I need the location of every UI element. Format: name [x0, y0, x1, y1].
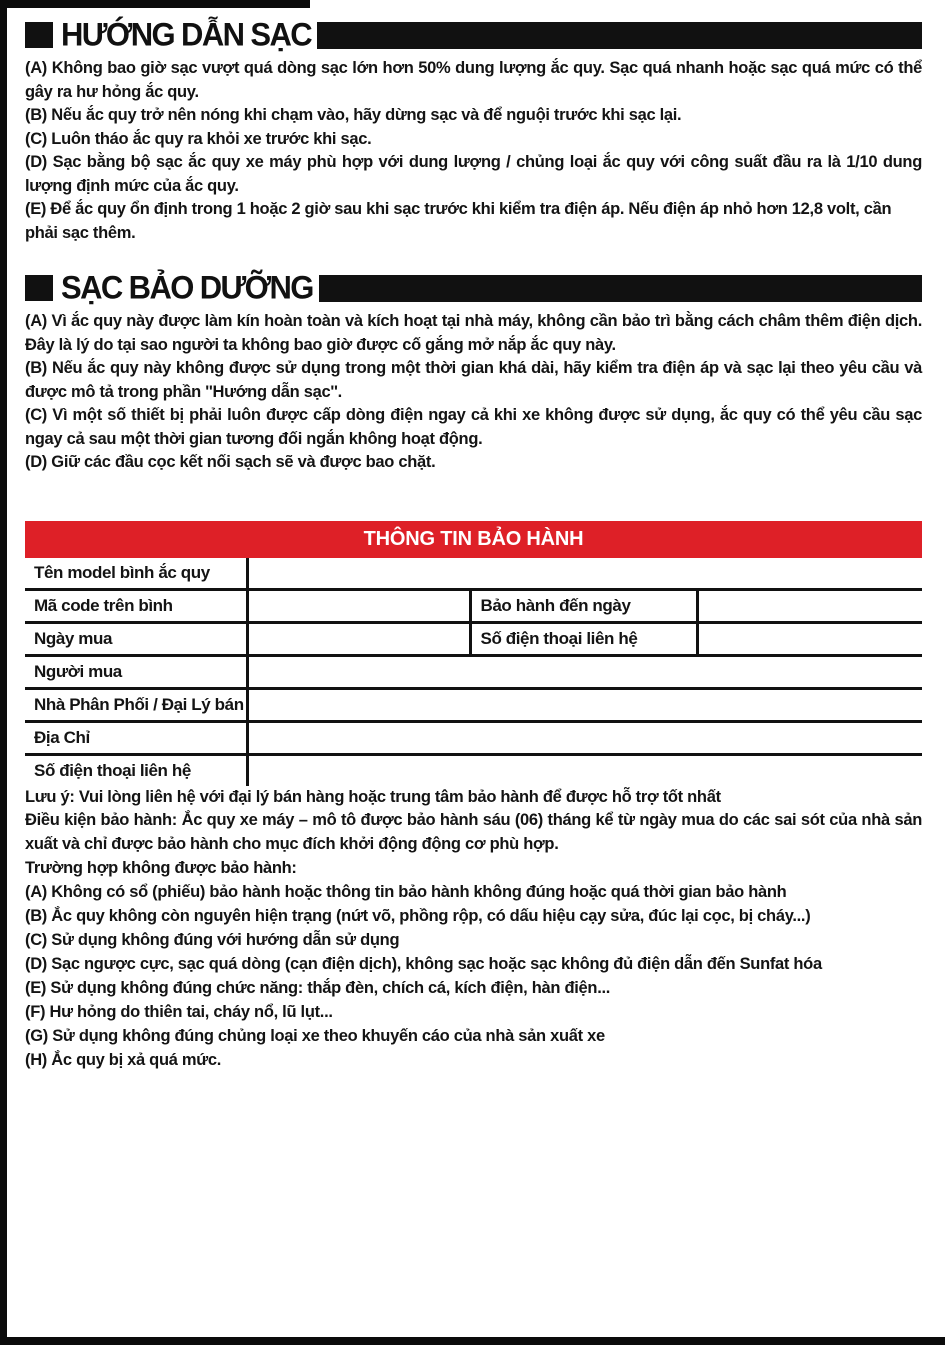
row-label: Người mua: [25, 655, 247, 688]
warranty-table-header-row: [25, 521, 922, 558]
table-row-address: [25, 721, 922, 754]
maintenance-item-c: (C) Vì một số thiết bị phải luôn được cấp dòng điện ngay cả khi xe không được sử dụng, ắc quy có thể yêu cầu sạc ngay cả sau một thời gian tương đối ngắn không hoạt động.: [25, 406, 922, 448]
buyer-value-cell: [247, 655, 922, 688]
charging-item-a: (A) Không bao giờ sạc vượt quá dòng sạc lớn hơn 50% dung lượng ắc quy. Sạc quá nhanh hoặc sạc quá mức có thể gây ra hư hỏng ắc quy.: [25, 59, 922, 101]
exclusion-item-h: (H) Ắc quy bị xả quá mức.: [25, 1051, 222, 1069]
row-label: Bảo hành đến ngày: [470, 589, 697, 622]
address-value-cell: [247, 721, 922, 754]
row-label: Nhà Phân Phối / Đại Lý bán: [25, 688, 247, 721]
support-note: Lưu ý: Vui lòng liên hệ với đại lý bán hàng hoặc trung tâm bảo hành để được hỗ trợ tốt nhất: [25, 787, 721, 806]
phone-value-cell: [247, 754, 922, 786]
maintenance-item-a: (A) Vì ắc quy này được làm kín hoàn toàn và kích hoạt tại nhà máy, không cần bảo trì bằng cách châm thêm điện dịch. Đây là lý do tại sao người ta không bao giờ được cố gắng mở nắp ắc quy này.: [25, 312, 922, 354]
row-label: Mã code trên bình: [25, 589, 247, 622]
model-value-cell: [247, 558, 922, 590]
contact-phone-value-cell: [697, 622, 922, 655]
exclusion-item-f: (F) Hư hỏng do thiên tai, cháy nổ, lũ lụt...: [25, 1003, 333, 1021]
maintenance-item-b: (B) Nếu ắc quy này không được sử dụng trong một thời gian khá dài, hãy kiểm tra điện áp và sạc lại theo yêu cầu và được mô tả trong phần ''Hướng dẫn sạc''.: [25, 359, 922, 401]
row-label: Tên model bình ắc quy: [25, 558, 247, 590]
charging-item-b: (B) Nếu ắc quy trở nên nóng khi chạm vào, hãy dừng sạc và để nguội trước khi sạc lại.: [25, 106, 682, 124]
section-header-charging: [25, 16, 922, 53]
exclusion-item-d: (D) Sạc ngược cực, sạc quá dòng (cạn điện dịch), không sạc hoặc sạc không đủ điện dẫn đến Sunfat hóa: [25, 955, 822, 973]
row-label: Số điện thoại liên hệ: [470, 622, 697, 655]
table-row-buyer: [25, 655, 922, 688]
maintenance-item-d: (D) Giữ các đầu cọc kết nối sạch sẽ và được bao chặt.: [25, 453, 436, 471]
code-value-cell: [247, 589, 470, 622]
table-row-phone: [25, 754, 922, 786]
purchase-date-value-cell: [247, 622, 470, 655]
black-square-bullet-icon: [25, 275, 53, 301]
document-content: [25, 0, 922, 1072]
scan-edge-left: [0, 0, 7, 1345]
section-title-charging: HƯỚNG DẪN SẠC: [61, 16, 312, 53]
exclusion-item-g: (G) Sử dụng không đúng chủng loại xe theo khuyến cáo của nhà sản xuất xe: [25, 1027, 605, 1045]
row-label: Ngày mua: [25, 622, 247, 655]
exclusion-item-c: (C) Sử dụng không đúng với hướng dẫn sử dụng: [25, 931, 400, 949]
exclusion-item-b: (B) Ắc quy không còn nguyên hiện trạng (nứt võ, phồng rộp, có dấu hiệu cạy sửa, đúc lại cọc, bị cháy...): [25, 907, 811, 925]
warranty-conditions: Điều kiện bảo hành: Ắc quy xe máy – mô tô được bảo hành sáu (06) tháng kể từ ngày mua do các sai sót của nhà sản xuất và chỉ được bảo hành cho mục đích khởi động động cơ phù hợp.: [25, 811, 922, 853]
header-rule-bar: [319, 275, 922, 302]
row-label: Số điện thoại liên hệ: [25, 754, 247, 786]
black-square-bullet-icon: [25, 22, 53, 48]
row-label: Địa Chỉ: [25, 721, 247, 754]
table-row-purchase-date: [25, 622, 922, 655]
exclusion-item-a: (A) Không có sổ (phiếu) bảo hành hoặc thông tin bảo hành không đúng hoặc quá thời gian bảo hành: [25, 883, 787, 901]
scan-edge-bottom: [0, 1337, 945, 1345]
exclusions-title: Trường hợp không được bảo hành:: [25, 859, 297, 877]
charging-item-d: (D) Sạc bằng bộ sạc ắc quy xe máy phù hợp với dung lượng / chủng loại ắc quy với công suất đầu ra là 1/10 dung lượng định mức của ắc quy.: [25, 153, 922, 195]
header-rule-bar: [317, 22, 922, 49]
charging-item-c: (C) Luôn tháo ắc quy ra khỏi xe trước khi sạc.: [25, 129, 372, 148]
section-title-maintenance: SẠC BẢO DƯỠNG: [61, 269, 313, 306]
table-row-model: [25, 558, 922, 590]
dealer-value-cell: [247, 688, 922, 721]
exclusion-item-e: (E) Sử dụng không đúng chức năng: thắp đèn, chích cá, kích điện, hàn điện...: [25, 979, 611, 997]
table-row-code: [25, 589, 922, 622]
table-row-dealer: [25, 688, 922, 721]
charging-item-e: (E) Để ắc quy ổn định trong 1 hoặc 2 giờ sau khi sạc trước khi kiểm tra điện áp. Nếu điện áp nhỏ hơn 12,8 volt, cần phải sạc thêm.: [25, 200, 892, 242]
section-header-maintenance: [25, 269, 922, 306]
warranty-table-title: THÔNG TIN BẢO HÀNH: [25, 521, 922, 558]
warranty-table: [25, 521, 922, 786]
warranty-until-value-cell: [697, 589, 922, 622]
